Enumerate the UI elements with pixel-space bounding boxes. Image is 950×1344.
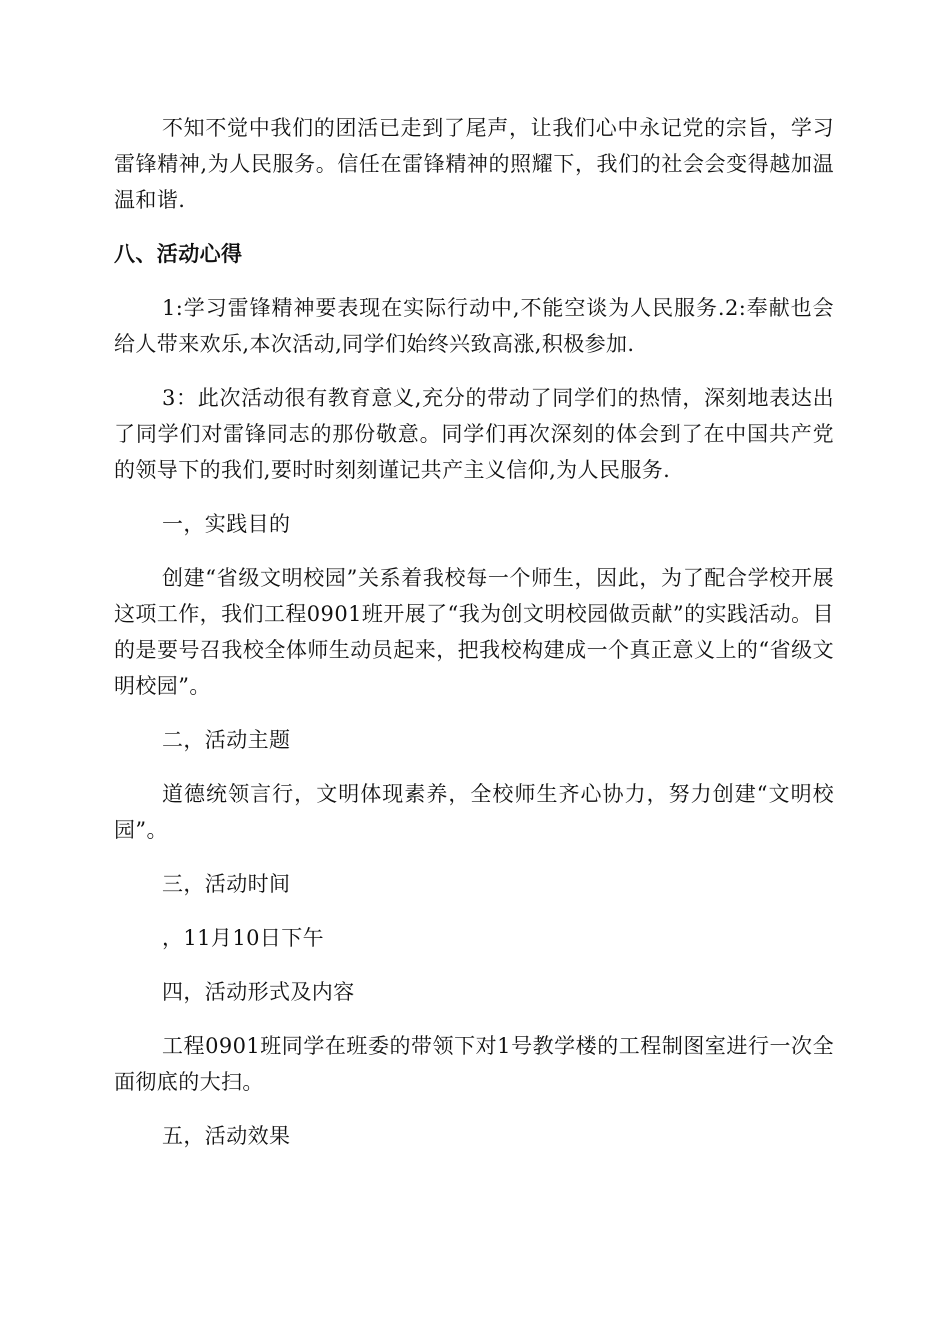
closing-paragraph: 不知不觉中我们的团活已走到了尾声，让我们心中永记党的宗旨，学习雷锋精神,为人民服务。信任在雷锋精神的照耀下，我们的社会会变得越加温温和谐. <box>114 116 834 212</box>
insight-paragraph-3: 3：此次活动很有教育意义,充分的带动了同学们的热情，深刻地表达出了同学们对雷锋同志的那份敬意。同学们再次深刻的体会到了在中国共产党的领导下的我们,要时时刻刻谨记共产主义信仰,为人民服务. <box>114 386 834 482</box>
section-heading-activity-theme: 二，活动主题 <box>162 728 291 752</box>
theme-paragraph: 道德统领言行，文明体现素养，全校师生齐心协力，努力创建“文明校园”。 <box>114 782 834 842</box>
time-paragraph: ，11月10日下午 <box>162 926 325 950</box>
document-page <box>114 110 834 1154</box>
purpose-paragraph: 创建“省级文明校园”关系着我校每一个师生，因此，为了配合学校开展这项工作，我们工程0901班开展了“我为创文明校园做贡献”的实践活动。目的是要号召我校全体师生动员起来，把我校构建成一个真正意义上的“省级文明校园”。 <box>114 566 834 698</box>
insight-paragraph-1-2: 1:学习雷锋精神要表现在实际行动中,不能空谈为人民服务.2:奉献也会给人带来欢乐,本次活动,同学们始终兴致高涨,积极参加. <box>114 296 834 356</box>
section-heading-activity-form: 四，活动形式及内容 <box>162 980 355 1004</box>
section-heading-activity-time: 三，活动时间 <box>162 872 291 896</box>
section-heading-activity-insights: 八、活动心得 <box>114 242 243 266</box>
section-heading-practice-purpose: 一，实践目的 <box>162 512 291 536</box>
section-heading-activity-effect: 五，活动效果 <box>162 1124 291 1148</box>
form-paragraph: 工程0901班同学在班委的带领下对1号教学楼的工程制图室进行一次全面彻底的大扫。 <box>114 1034 834 1094</box>
